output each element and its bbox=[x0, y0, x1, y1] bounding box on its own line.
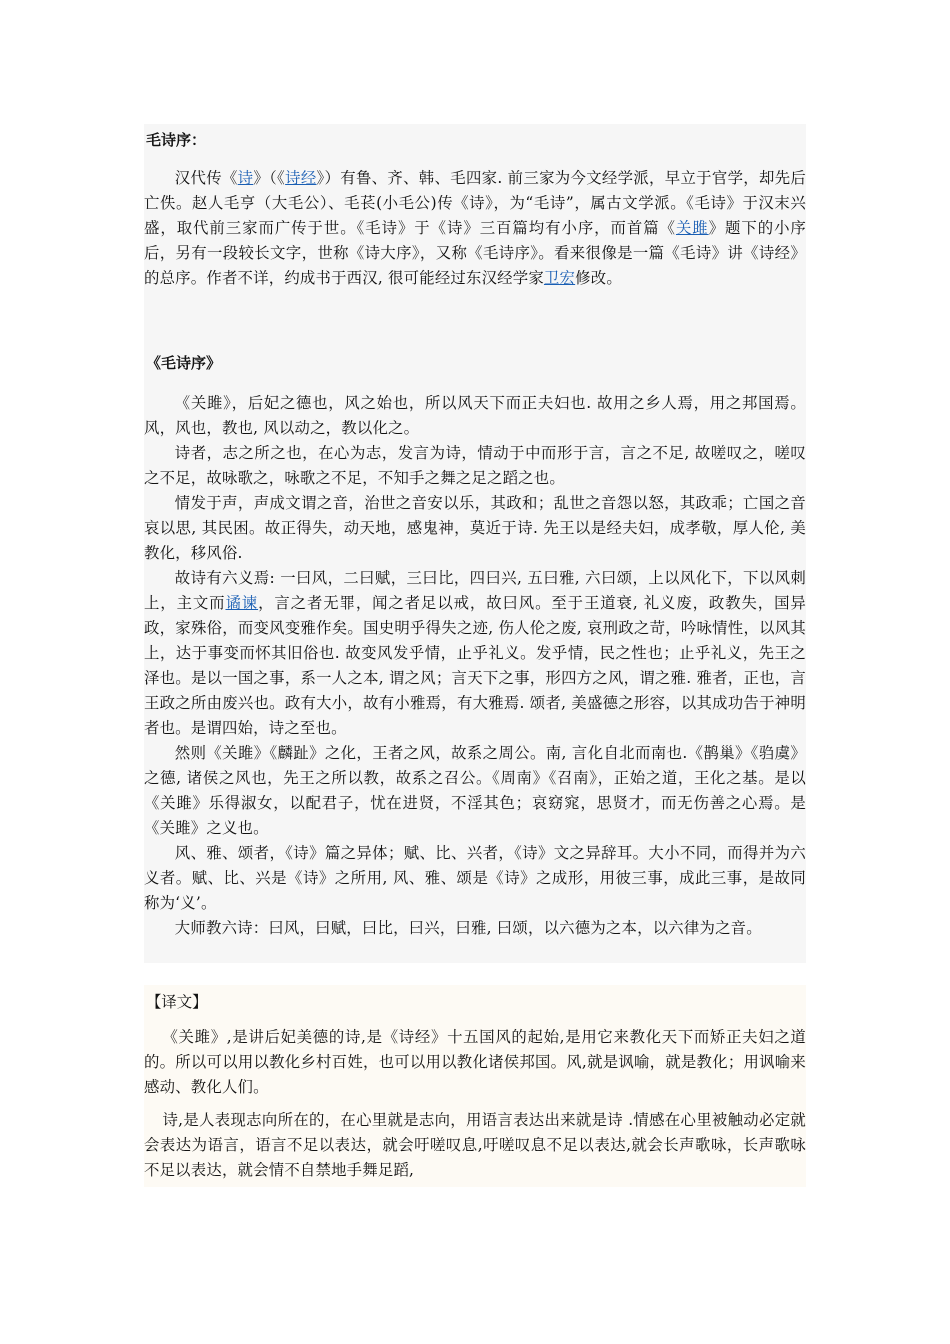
maoshixu-text-block bbox=[144, 391, 806, 941]
intro-text-3: 》）有鲁、齐、韩、毛四家. 前三家为今文经学派，早立于官学，却先后亡佚。赵人毛亨（大毛公）、毛苌(小毛公)传《诗》，为“毛诗”，属古文学派。《毛诗》于汉末兴盛，取代前三家而广传于世。《毛诗》于《诗》三百篇均有小序，而首篇《 bbox=[144, 169, 807, 237]
intro-text-1: 汉代传 bbox=[174, 169, 222, 187]
intro-text-4: 》题下的小序后，另有一段较长文字，世称《诗大序》，又称《毛诗序》。看来很像是一篇《毛诗》讲《诗经》的总序。作者不详，约成书于西汉, 很可能经过东汉经学家 bbox=[144, 219, 807, 287]
intro-text-5: 修改。 bbox=[575, 269, 622, 287]
maoshixu-paragraph-2: 诗者，志之所之也，在心为志，发言为诗，情动于中而形于言，言之不足, 故嗟叹之，嗟叹之不足，故咏歌之，咏歌之不足，不知手之舞之足之蹈之也。 bbox=[144, 444, 806, 487]
intro-text-2: （《 bbox=[269, 169, 286, 187]
maoshixu-paragraph-4 bbox=[144, 566, 806, 741]
link-jueji[interactable]: 谲谏 bbox=[225, 594, 259, 612]
translation-paragraph-2: 诗,是人表现志向所在的，在心里就是志向，用语言表达出来就是诗 .情感在心里被触动必定就会表达为语言，语言不足以表达，就会吁嗟叹息,吁嗟叹息不足以表达,就会长声歌咏，长声歌咏不足以表达，就会情不自禁地手舞足蹈, bbox=[144, 1111, 806, 1179]
intro-text-block bbox=[144, 166, 806, 291]
link-weihong[interactable]: 卫宏 bbox=[543, 269, 576, 287]
maoshixu-p4-text-b: ，言之者无罪，闻之者足以戒，故曰风。至于王道衰, 礼义废，政教失，国异政，家殊俗，而变风变雅作矣。国史明乎得失之迹, 伤人伦之废, 哀刑政之苛，吟咏情性，以风其上，达于事变而怀其旧俗也. 故变风发乎情，止乎礼义。发乎情，民之性也；止乎礼义，先王之泽也。是以一国之事，系一人之本, 谓之风；言天下之事，形四方之风，谓之雅. 雅者，正也，言王政之所由废兴也。政有大小，故有小雅焉，有大雅焉. 颂者, 美盛德之形容，以其成功告于神明者也。是谓四始，诗之至也。 bbox=[144, 594, 806, 737]
maoshixu-p4-text-a: 故诗有六义焉: 一曰风，二曰赋，三曰比，四曰兴, 五曰雅, 六曰颂，上以风化下，下以风刺上，主文而 bbox=[144, 569, 806, 612]
link-guanju[interactable]: 关雎 bbox=[675, 219, 709, 237]
translation-paragraph-1: 《关雎》,是讲后妃美德的诗,是《诗经》十五国风的起始,是用它来教化天下而矫正夫妇之道的。所以可以用以教化乡村百姓，也可以用以教化诸侯邦国。风,就是讽喻，就是教化；用讽喻来感动、教化人们。 bbox=[144, 1028, 806, 1096]
translation-text-block bbox=[144, 1025, 806, 1183]
intro-paragraph: 汉代传《诗》（《诗经》）有鲁、齐、韩、毛四家. 前三家为今文经学派，早立于官学，却先后亡佚。赵人毛亨（大毛公）、毛苌(小毛公)传《诗》，为“毛诗”，属古文学派。《毛诗》于汉末兴盛，取代前三家而广传于世。《毛诗》于《诗》三百篇均有小序，而首篇《关雎》题下的小序后，另有一段较长文字，世称《诗大序》，又称《毛诗序》。看来很像是一篇《毛诗》讲《诗经》的总序。作者不详，约成书于西汉, 很可能经过东汉经学家卫宏修改。 bbox=[144, 169, 807, 287]
maoshixu-heading: 《毛诗序》 bbox=[146, 354, 222, 372]
link-shi[interactable]: 诗 bbox=[237, 169, 254, 187]
maoshixu-paragraph-7: 大师教六诗：曰风，曰赋，曰比，曰兴，曰雅, 曰颂，以六德为之本，以六律为之音。 bbox=[174, 919, 762, 937]
maoshixu-paragraph-1: 《关雎》，后妃之德也，风之始也，所以风天下而正夫妇也. 故用之乡人焉，用之邦国焉。风，风也，教也, 风以动之，教以化之。 bbox=[144, 394, 806, 437]
maoshixu-paragraph-5: 然则《关雎》《麟趾》之化，王者之风，故系之周公。南, 言化自北而南也.《鹊巢》《驺虞》之德, 诸侯之风也，先王之所以教，故系之召公。《周南》《召南》，正始之道，王化之基。是以《关雎》乐得淑女，以配君子，忧在进贤，不淫其色；哀窈窕，思贤才，而无伤善之心焉。是《关雎》之义也。 bbox=[144, 744, 806, 837]
intro-heading: 毛诗序： bbox=[146, 131, 207, 149]
translation-heading: 【译文】 bbox=[146, 993, 208, 1011]
link-shijing[interactable]: 诗经 bbox=[285, 169, 317, 187]
maoshixu-paragraph-6: 风、雅、颂者，《诗》篇之异体；赋、比、兴者，《诗》文之异辞耳。大小不同，而得并为六义者。赋、比、兴是《诗》之所用, 风、雅、颂是《诗》之成形，用彼三事，成此三事，是故同称为‘义’。 bbox=[144, 844, 806, 912]
maoshixu-paragraph-3: 情发于声，声成文谓之音，治世之音安以乐，其政和；乱世之音怨以怒，其政乖；亡国之音哀以思, 其民困。故正得失，动天地，感鬼神，莫近于诗. 先王以是经夫妇，成孝敬，厚人伦, 美教化，移风俗. bbox=[144, 494, 806, 562]
